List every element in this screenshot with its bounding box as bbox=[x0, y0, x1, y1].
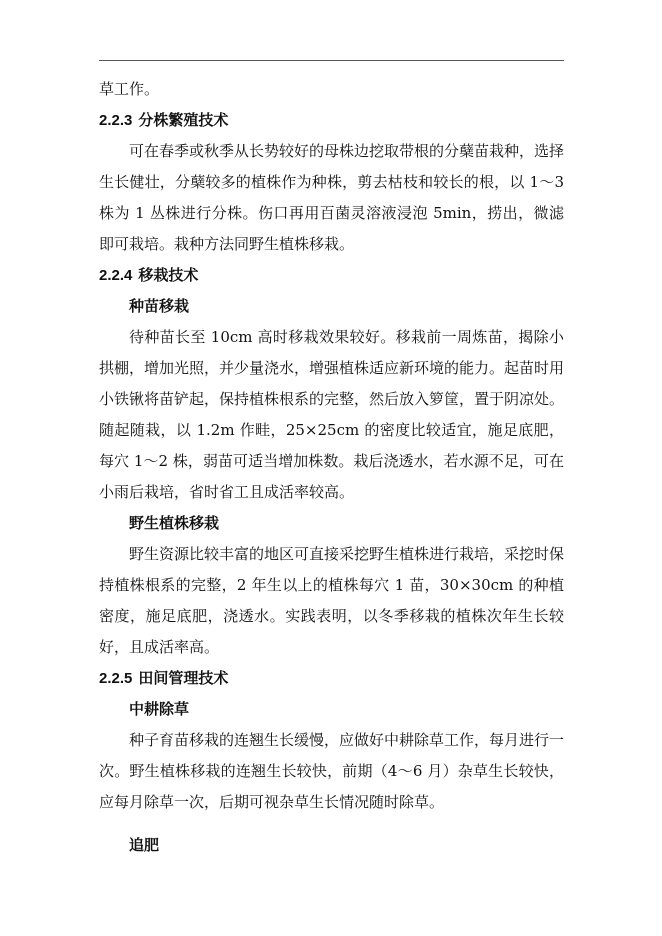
document-body bbox=[99, 74, 564, 861]
section-heading-2-2-5 bbox=[99, 663, 564, 694]
subheading-topdressing: 追肥 bbox=[129, 836, 160, 854]
subheading-seedling-transplant: 种苗移栽 bbox=[129, 297, 190, 315]
section-number: 2.2.4 bbox=[99, 267, 133, 284]
section-heading-2-2-4 bbox=[99, 260, 564, 291]
header-rule bbox=[99, 60, 564, 61]
intro-tail: 草工作。 bbox=[99, 80, 160, 98]
section-title: 田间管理技术 bbox=[138, 669, 229, 687]
section-title: 移栽技术 bbox=[138, 266, 199, 284]
paragraph-weeding: 种子育苗移栽的连翘生长缓慢，应做好中耕除草工作，每月进行一次。野生植株移栽的连翘生长较快，前期（4～6 月）杂草生长较快，应每月除草一次，后期可视杂草生长情况随时除草。 bbox=[99, 731, 565, 811]
section-heading-2-2-3 bbox=[99, 105, 564, 136]
paragraph-division-propagation: 可在春季或秋季从长势较好的母株边挖取带根的分蘖苗栽种，选择生长健壮，分蘖较多的植株作为种株，剪去枯枝和较长的根，以 1～3 株为 1 丛株进行分株。伤口再用百菌灵溶液浸泡 5min，捞出，微滤即可栽培。栽种方法同野生植株移栽。 bbox=[99, 142, 565, 253]
section-number: 2.2.5 bbox=[99, 670, 133, 687]
subheading-weeding: 中耕除草 bbox=[129, 700, 190, 718]
section-number: 2.2.3 bbox=[99, 112, 133, 129]
spacer bbox=[99, 818, 564, 830]
subheading-wild-plant-transplant: 野生植株移栽 bbox=[129, 514, 220, 532]
paragraph-wild-plant-transplant: 野生资源比较丰富的地区可直接采挖野生植株进行栽培，采挖时保持植株根系的完整，2 年生以上的植株每穴 1 苗，30×30cm 的种植密度，施足底肥，浇透水。实践表明，以冬季移栽的植株次年生长较好，且成活率高。 bbox=[99, 545, 565, 656]
section-title: 分株繁殖技术 bbox=[138, 111, 229, 129]
paragraph-seedling-transplant: 待种苗长至 10cm 高时移栽效果较好。移栽前一周炼苗，揭除小拱棚，增加光照，并少量浇水，增强植株适应新环境的能力。起苗时用小铁锹将苗铲起，保持植株根系的完整，然后放入箩筐，置于阴凉处。随起随栽，以 1.2m 作畦，25×25cm 的密度比较适宜，施足底肥，每穴 1～2 株，弱苗可适当增加株数。栽后浇透水，若水源不足，可在小雨后栽培，省时省工且成活率较高。 bbox=[99, 328, 565, 501]
